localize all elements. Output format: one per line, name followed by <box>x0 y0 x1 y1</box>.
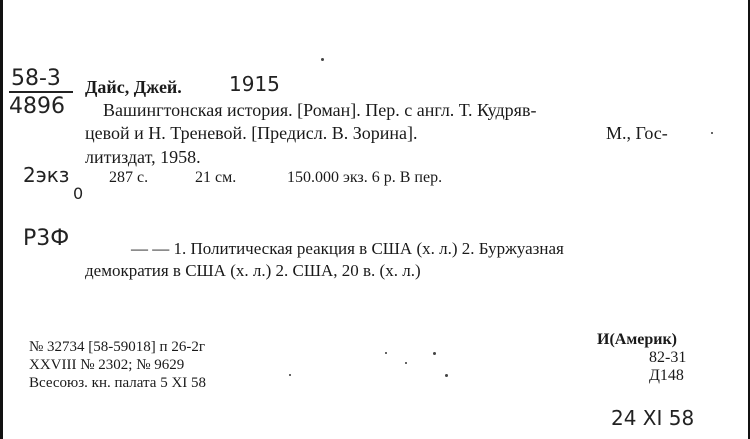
copies-note: 2экз <box>23 163 70 187</box>
collation-run-price: 150.000 экз. 6 р. В пер. <box>287 169 443 186</box>
collation-size: 21 см. <box>195 169 237 186</box>
speck <box>711 132 713 134</box>
class-number: 82-31 <box>649 349 687 366</box>
author-heading: Дайс, Джей. <box>85 77 182 97</box>
speck <box>405 362 407 364</box>
copies-note-sub: 0 <box>73 184 84 203</box>
speck <box>445 374 448 377</box>
author-mark: Д148 <box>649 367 684 384</box>
subjects-line-1: — — 1. Политическая реакция в США (х. л.) 2. Буржуазная <box>131 239 564 258</box>
speck <box>289 374 291 376</box>
footer-numbers: XXVIII № 2302; № 9629 <box>29 357 185 373</box>
title-line-1: Вашингтонская история. [Роман]. Пер. с англ. Т. Кудряв- <box>103 100 537 120</box>
speck <box>433 352 436 355</box>
speck <box>385 352 387 354</box>
subjects-line-2: демократия в США (х. л.) 2. США, 20 в. (х. л.) <box>85 261 421 280</box>
call-number-bottom: 4896 <box>9 94 65 119</box>
handwritten-date: 24 XI 58 <box>611 406 695 430</box>
publication-place: М., Гос- <box>606 123 668 143</box>
call-number-divider <box>9 91 73 93</box>
collation-pages: 287 с. <box>109 169 149 186</box>
publisher-line: литиздат, 1958. <box>85 147 201 167</box>
speck <box>321 58 324 61</box>
footer-chamber: Всесоюз. кн. палата 5 XI 58 <box>29 375 207 391</box>
footer-registration: № 32734 [58-59018] п 26-2г <box>29 339 205 355</box>
call-number-top: 58-3 <box>11 66 61 91</box>
birth-year: 1915 <box>229 72 280 96</box>
title-line-2: цевой и Н. Треневой. [Предисл. В. Зорина]. <box>85 123 418 143</box>
class-code: И(Америк) <box>597 331 677 348</box>
classification-note: Р3Ф <box>23 226 70 251</box>
